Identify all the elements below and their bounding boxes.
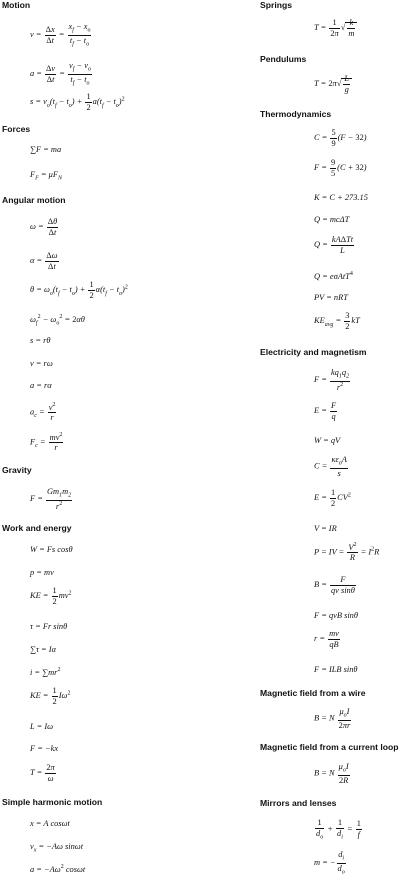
formula-angular-acceleration: α = $\frac{\Delta\omega}{\Delta t}$ bbox=[30, 251, 58, 271]
formula-shm-velocity: $v_x = -A\omega$ sinωt bbox=[30, 842, 84, 854]
formula-electric-work: W = qV bbox=[314, 436, 341, 445]
formula-kinetic-energy: KE = $\frac{1}{2}$ $mv^2$ bbox=[30, 586, 72, 606]
section-title-gravity: Gravity bbox=[2, 465, 32, 475]
formula-coulomb: F = $\frac{kq_1q_2}{r^2}$ bbox=[314, 368, 350, 392]
formula-rotational-kinetic-energy: KE = $\frac{1}{2}$ $I\omega^2$ bbox=[30, 686, 71, 706]
formula-celsius: C = $\frac{5}{9}$ (F − 32) bbox=[314, 128, 367, 148]
formula-kelvin: K = C + 273.15 bbox=[314, 193, 368, 202]
formula-radiation: Q = eσAtT$^4$ bbox=[314, 271, 353, 281]
formula-heat: Q = mcΔT bbox=[314, 215, 350, 224]
formula-arc-length: s = rθ bbox=[30, 336, 51, 345]
formula-period: T = $\frac{2\pi}{\omega}$ bbox=[30, 763, 55, 783]
formula-capacitor-energy: E = $\frac{1}{2}$ $CV^2$ bbox=[314, 488, 351, 508]
formula-magnification: m = − $\frac{d_i}{d_o}$ bbox=[314, 850, 345, 876]
formula-tangential-velocity: v = rω bbox=[30, 359, 53, 368]
formula-angular-momentum: L = Iω bbox=[30, 722, 54, 731]
formula-shm-acceleration: $a = -A\omega^2$ cosωt bbox=[30, 864, 86, 874]
formula-cyclotron-radius: r = $\frac{mv}{qB}$ bbox=[314, 629, 339, 649]
formula-magnetic-force-wire: F = ILB sinθ bbox=[314, 665, 358, 674]
section-title-thermodynamics: Thermodynamics bbox=[260, 109, 332, 119]
formula-capacitance: C = $\frac{\kappa\varepsilon_oA}{s}$ bbox=[314, 455, 347, 478]
formula-field-loop: B = N $\frac{\mu_oI}{2R}$ bbox=[314, 762, 349, 785]
section-title-angular-motion: Angular motion bbox=[2, 195, 66, 205]
formula-power: P = IV = $\frac{V^2}{R}$ = $I^2R$ bbox=[314, 542, 380, 563]
formula-angular-velocity-squared: $\omega_f^2 - \omega_o^2 = 2\alpha\theta$ bbox=[30, 314, 85, 327]
formula-field-wire: B = N $\frac{\mu_oI}{2\pi r}$ bbox=[314, 707, 351, 730]
formula-pendulum-period: T = 2π√ $\frac{L}{g}$ bbox=[314, 74, 352, 94]
formula-centripetal-acceleration: $a_c$ = $\frac{v^2}{r}$ bbox=[30, 402, 56, 423]
section-title-magnetic-field-wire: Magnetic field from a wire bbox=[260, 688, 366, 698]
formula-friction: $F_F = \mu F_N$ bbox=[30, 170, 62, 182]
formula-gravitation: F = $\frac{Gm_1m_2}{r^2}$ bbox=[30, 487, 72, 511]
formula-displacement: $s = v_o(t_f - t_o)$ + $\frac{1}{2}$ $a(t_f - t_o)^2$ bbox=[30, 92, 125, 112]
section-title-springs: Springs bbox=[260, 0, 292, 10]
section-title-work-and-energy: Work and energy bbox=[2, 523, 72, 533]
formula-electric-field: E = $\frac{F}{q}$ bbox=[314, 401, 337, 421]
formula-torque: τ = Fr sinθ bbox=[30, 622, 68, 631]
formula-moment-of-inertia: $i = \sum mr^2$ bbox=[30, 667, 61, 677]
formula-ideal-gas: PV = nRT bbox=[314, 293, 348, 302]
formula-tangential-acceleration: a = rα bbox=[30, 381, 52, 390]
formula-centripetal-force: $F_c$ = $\frac{mv^2}{r}$ bbox=[30, 432, 63, 453]
formula-angular-velocity: ω = $\frac{\Delta\theta}{\Delta t}$ bbox=[30, 217, 58, 237]
formula-avg-kinetic-energy: $KE_{avg}$ = $\frac{3}{2}$ kT bbox=[314, 311, 360, 331]
formula-acceleration: a = $\frac{\Delta v}{\Delta t}$ = $\frac{v_f - v_o}{t_f - t_o}$ bbox=[30, 61, 91, 87]
formula-shm-position: x = A cosωt bbox=[30, 819, 70, 828]
formula-heat-conduction: Q = $\frac{\text{kAΔTt}}{L}$ bbox=[314, 235, 354, 255]
section-title-electricity-and-magnetism: Electricity and magnetism bbox=[260, 347, 367, 357]
formula-work: W = Fs cosθ bbox=[30, 545, 73, 554]
formula-magnetic-force-charge: F = qvB sinθ bbox=[314, 611, 358, 620]
section-title-mirrors-and-lenses: Mirrors and lenses bbox=[260, 798, 337, 808]
formula-angular-displacement: $\theta = \omega_o(t_f - t_o)$ + $\frac{1}{2}$ $\alpha(t_f - t_o)^2$ bbox=[30, 280, 128, 300]
formula-velocity: v = $\frac{\Delta x}{\Delta t}$ = $\frac{x_f - x_o}{t_f - t_o}$ bbox=[30, 22, 91, 48]
formula-fahrenheit: F = $\frac{9}{5}$ (C + 32) bbox=[314, 158, 367, 178]
formula-momentum: p = mv bbox=[30, 568, 54, 577]
section-title-simple-harmonic-motion: Simple harmonic motion bbox=[2, 797, 103, 807]
formula-spring-period: T = $\frac{1}{2\pi}$ √ $\frac{k}{m}$ bbox=[314, 18, 357, 38]
section-title-pendulums: Pendulums bbox=[260, 54, 307, 64]
formula-thin-lens: $\frac{1}{d_o}$ + $\frac{1}{d_i}$ = $\frac{1}{f}$ bbox=[316, 818, 361, 841]
formula-ohms-law: V = IR bbox=[314, 524, 337, 533]
formula-magnetic-field-charge: B = $\frac{F}{\text{qv sinθ}}$ bbox=[314, 575, 355, 595]
section-title-motion: Motion bbox=[2, 0, 31, 10]
formula-hookes-law: F = −kx bbox=[30, 744, 59, 753]
section-title-forces: Forces bbox=[2, 124, 31, 134]
formula-torque-sum: ∑τ = Iα bbox=[30, 645, 56, 654]
section-title-magnetic-field-loop: Magnetic field from a current loop bbox=[260, 742, 399, 752]
formula-newton-second: ∑F = ma bbox=[30, 145, 62, 154]
